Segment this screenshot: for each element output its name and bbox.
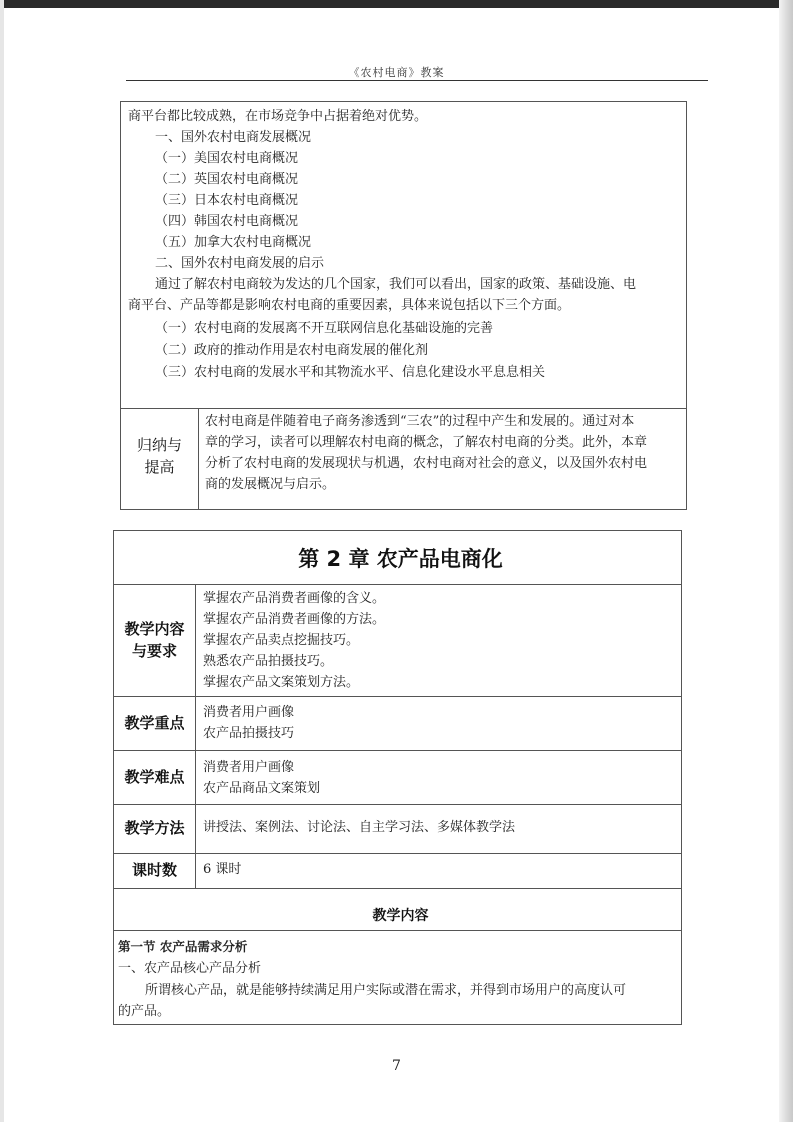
upper-table-divider <box>120 408 687 409</box>
header-rule <box>126 80 708 81</box>
summary-column-divider <box>198 408 199 510</box>
list-item: （三）农村电商的发展水平和其物流水平、信息化建设水平息息相关 <box>155 365 546 380</box>
label-column-divider <box>195 584 196 888</box>
row-divider <box>113 584 682 585</box>
row-divider <box>113 696 682 697</box>
summary-line: 分析了农村电商的发展现状与机遇，农村电商对社会的意义，以及国外农村电 <box>205 456 648 471</box>
scan-top-border <box>0 0 793 8</box>
text-line: 农产品拍摄技巧 <box>203 726 295 741</box>
row-label-hours: 课时数 <box>131 861 177 879</box>
summary-line: 章的学习，读者可以理解农村电商的概念，了解农村电商的分类。此外，本章 <box>205 435 648 450</box>
list-item: （四）韩国农村电商概况 <box>155 214 299 229</box>
summary-line: 商的发展概况与启示。 <box>205 477 336 492</box>
list-item: （一）农村电商的发展离不开互联网信息化基础设施的完善 <box>155 321 494 336</box>
list-item: （五）加拿大农村电商概况 <box>155 235 312 250</box>
scan-left-edge <box>0 0 4 1122</box>
chapter-title: 第 2 章 农产品电商化 <box>298 547 503 571</box>
section-heading: 第一节 农产品需求分析 <box>118 939 248 954</box>
text-line: 掌握农产品消费者画像的方法。 <box>203 612 386 627</box>
text-line: 掌握农产品文案策划方法。 <box>203 675 360 690</box>
summary-line: 农村电商是伴随着电子商务渗透到“三农”的过程中产生和发展的。通过对本 <box>205 414 635 429</box>
row-label-line-2: 与要求 <box>131 642 177 660</box>
scan-right-edge <box>779 0 793 1122</box>
row-divider <box>113 750 682 751</box>
text-line: 商平台、产品等都是影响农村电商的重要因素，具体来说包括以下三个方面。 <box>128 298 571 313</box>
running-header: 《农村电商》教案 <box>348 66 445 79</box>
heading-line: 二、国外农村电商发展的启示 <box>155 256 325 271</box>
row-divider <box>113 888 682 889</box>
text-line: 通过了解农村电商较为发达的几个国家，我们可以看出，国家的政策、基础设施、电 <box>155 277 637 292</box>
row-divider <box>113 804 682 805</box>
list-item: （一）美国农村电商概况 <box>155 151 299 166</box>
text-line: 农产品商品文案策划 <box>203 781 321 796</box>
summary-label-line-1: 归纳与 <box>136 436 182 454</box>
row-label-difficulties: 教学难点 <box>124 768 185 786</box>
text-line: 消费者用户画像 <box>203 705 295 720</box>
row-divider <box>113 853 682 854</box>
summary-label <box>121 434 198 478</box>
text-line: 消费者用户画像 <box>203 760 295 775</box>
row-label-methods: 教学方法 <box>124 819 185 837</box>
subsection-heading: 一、农产品核心产品分析 <box>118 961 262 976</box>
page-number: 7 <box>392 1058 401 1074</box>
row-label-key-points: 教学重点 <box>124 714 185 732</box>
list-item: （二）政府的推动作用是农村电商发展的催化剂 <box>155 343 429 358</box>
row-label-line-1: 教学内容 <box>124 620 185 638</box>
row-divider <box>113 930 682 931</box>
text-line: 讲授法、案例法、讨论法、自主学习法、多媒体教学法 <box>203 820 516 835</box>
list-item: （二）英国农村电商概况 <box>155 172 299 187</box>
row-label-requirements <box>114 618 195 662</box>
heading-line: 一、国外农村电商发展概况 <box>155 130 312 145</box>
content-section-title: 教学内容 <box>372 908 429 924</box>
text-line: 所谓核心产品，就是能够持续满足用户实际或潜在需求，并得到市场用户的高度认可 <box>145 983 627 998</box>
text-line: 的产品。 <box>118 1004 171 1019</box>
text-line: 熟悉农产品拍摄技巧。 <box>203 654 334 669</box>
text-line: 6 课时 <box>203 862 242 877</box>
summary-label-line-2: 提高 <box>144 458 175 476</box>
list-item: （三）日本农村电商概况 <box>155 193 299 208</box>
text-line: 掌握农产品卖点挖掘技巧。 <box>203 633 360 648</box>
text-line: 商平台都比较成熟，在市场竞争中占据着绝对优势。 <box>128 109 428 124</box>
text-line: 掌握农产品消费者画像的含义。 <box>203 591 386 606</box>
